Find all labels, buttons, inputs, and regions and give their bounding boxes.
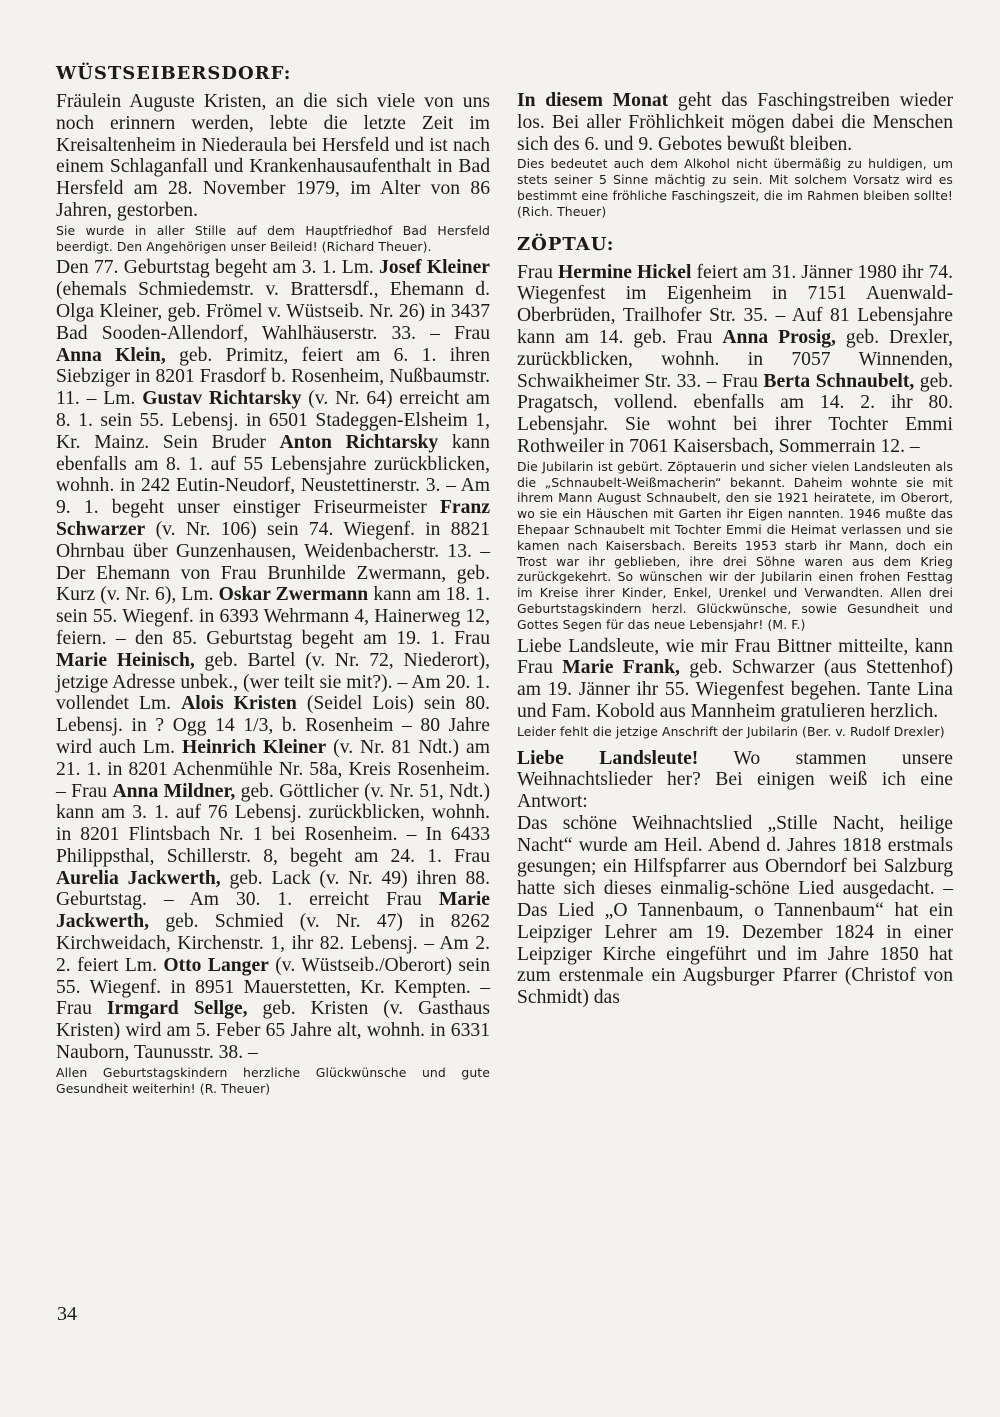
text-run: kann ebenfalls am 8. 1. auf 55 Lebensjahre zurückblicken, wohnh. in 242 Eutin-Neudorf, Neustettinerstr. 3. – Am 9. 1. begeht unser einstiger Friseurmeister [56,431,490,519]
text-run: (v. Nr. 81 Ndt.) am 21. 1. in 8201 Achenmühle Nr. 58a, Kreis Rosenheim. – Frau [56,736,490,802]
text-run: (v. Nr. 64) erreicht am 8. 1. sein 55. Lebensj. in 6501 Stadeggen-Elsheim 1, Kr. Mainz. Sein Bruder [56,388,490,453]
jubilarin-note: Die Jubilarin ist gebürt. Zöptauerin und sicher vielen Landsleuten als die „Schnaubelt-Weißmacherin“ bekannt. Daheim wohnte sie mit ihrem Mann August Schnaubelt, den sie 1921 heiratete, im Oberort, wo sie ein Häuschen mit Garten ihr Eigen nannten. 1946 mußte das Ehepaar Schnaubelt mit Tochter Emmi die Heimat verlassen und sie kamen nach Kaisersbach. Bereits 1953 starb ihr Mann, doch ein Trost war ihr geblieben, ihre drei Söhne waren aus dem Krieg zurückgekehrt. So wünschen wir der Jubilarin einen frohen Festtag im Kreise ihrer Kinder, Enkel, Urenkel und Verwandten. Allen drei Geburtstagskindern herzl. Glückwünsche, sowie Gesundheit und Gottes Segen für das neue Lebensjahr! (M. F.) [517,458,953,632]
text-run: geb. Göttlicher (v. Nr. 51, Ndt.) kann am 3. 1. auf 76 Lebensj. zurückblicken, wohnh. in 8201 Flintsbach Nr. 1 bei Rosenheim. – In 6433 Philippsthal, Schillerstr. 8, begeht am 24. 1. Frau [56,780,490,867]
address-missing-note: Leider fehlt die jetzige Anschrift der Jubilarin (Ber. v. Rudolf Drexler) [517,723,945,739]
text-run: feiert am 31. Jänner 1980 ihr 74. Wiegenfest im Eigenheim in 7151 Auenwald-Oberbrüden, Trailhofer Str. 35. – Auf 81 Lebensjahre kann am 14. geb. Frau [517,261,953,348]
text-run: geb. Bartel (v. Nr. 72, Niederort), jetzige Adresse unbek., (wer teilt sie mit?). – Am 20. 1. vollendet Lm. [56,649,490,715]
christmas-songs-paragraph: Das schöne Weihnachtslied „Stille Nacht, heilige Nacht“ wurde am Heil. Abend d. Jahres 1818 erstmals gesungen; ein Hilfspfarrer aus Oberndorf bei Salzburg hatte sich dieses einmalig-schöne Lied ausgedacht. – Das Lied „O Tannenbaum, o Tannenbaum“ hat ein Leipziger Lehrer am 19. Dezember 1824 in einer Leipziger Kirche eingeführt und im Jahre 1850 hat zum erstenmale ein Augsburger Pfarrer (Christof von Schmidt) das [517,812,953,1009]
bold-name: Josef Kleiner [379,257,490,279]
text-run: geb. Schwarzer (aus Stettenhof) am 19. Jänner ihr 55. Wiegenfest begehen. Tante Lina und Fam. Kobold aus Mannheim gratulieren herzlich. [517,657,953,722]
text-run: Liebe Landsleute, wie mir Frau Bittner mitteilte, kann Frau [517,635,953,679]
bold-name: Anton Richtarsky [279,431,439,453]
obituary-paragraph: Fräulein Auguste Kristen, an die sich viele von uns noch erinnern werden, lebte die letzte Zeit im Kreisaltenheim in Niederaula bei Hersfeld und ist nach einem Schlaganfall und Krankenhausaufenthalt in Bad Hersfeld am 28. November 1979, im Alter von 86 Jahren, gestorben. [56,91,490,221]
text-run: (ehemals Schmiedemstr. v. Brattersdf., Ehemann d. Olga Kleiner, geb. Frömel v. Wüstseib. Nr. 26) in 3437 Bad Sooden-Allendorf, Wahlhäuserstr. 33. – Frau [56,279,490,344]
birthdays-note: Allen Geburtstagskindern herzliche Glückwünsche und gute Gesundheit weiterhin! (R. Theuer) [56,1064,490,1096]
bold-name: Anna Prosig, [722,326,836,348]
bold-name: Anna Mildner, [112,780,236,802]
page-number: 34 [57,1303,77,1325]
bold-name: Heinrich Kleiner [182,736,327,758]
bold-name: Marie Jackwerth, [56,889,490,933]
text-run: geb. Kristen (v. Gasthaus Kristen) wird am 5. Feber 65 Jahre alt, wohnh. in 6331 Nauborn, Taunusstr. 38. – [56,998,490,1064]
text-run: kann am 18. 1. sein 55. Wiegenf. in 6393 Wehrmann 4, Hainerweg 12, feiern. – den 85. Geburtstag begeht am 19. 1. Frau [56,584,490,649]
text-run: geht das Faschingstreiben wieder los. Bei aller Fröhlichkeit mögen dabei die Menschen sich des 6. und 9. Gebotes bewußt bleiben. [517,90,954,155]
bold-name: Gustav Richtarsky [142,388,302,410]
carnival-note: Dies bedeutet auch dem Alkohol nicht übermäßig zu huldigen, um stets seiner 5 Sinne mächtig zu sein. Mit solchem Vorsatz wird es bestimmt eine fröhliche Faschingszeit, die im Rahmen bleiben sollte! (Rich. Theuer) [517,156,953,219]
text-run: geb. Schmied (v. Nr. 47) in 8262 Kirchweidach, Kirchenstr. 1, ihr 82. Lebensj. – Am 2. 2. feiert Lm. [56,911,490,976]
bold-name: Liebe Landsleute! [517,747,699,769]
bold-name: Oskar Zwermann [218,584,369,606]
bold-name: Marie Frank, [562,657,680,679]
bold-name: Hermine Hickel [557,261,692,283]
birthdays-paragraph [56,257,490,1063]
obituary-note: Sie wurde in aller Stille auf dem Hauptfriedhof Bad Hersfeld beerdigt. Den Angehörigen unser Beileid! (Richard Theuer). [56,222,490,254]
zoeptau-birthdays-paragraph [517,262,953,458]
text-run: (Seidel Lois) sein 80. Lebensj. in ? Ogg 14 1/3, b. Rosenheim – 80 Jahre wird auch Lm. [56,693,490,758]
bold-name: Aurelia Jackwerth, [56,867,221,889]
section-heading-wuestseibersdorf: WÜSTSEIBERSDORF: [56,63,292,84]
section-heading-zoeptau: ZÖPTAU: [517,233,615,255]
right-column [517,90,953,1009]
bold-name: Anna Klein, [56,344,166,366]
text-run: Frau [517,261,558,283]
text-run: (v. Nr. 106) sein 74. Wiegenf. in 8821 Ohrnbau über Gunzenhausen, Weidenbacherstr. 13. – Der Ehemann von Frau Brunhilde Zwermann, geb. Kurz (v. Nr. 6), Lm. [56,518,490,606]
text-run: Den 77. Geburtstag begeht am 3. 1. Lm. [56,257,380,279]
bold-name: Alois Kristen [181,693,297,715]
text-run: geb. Lack (v. Nr. 49) ihren 88. Geburtstag. – Am 30. 1. erreicht Frau [56,867,490,911]
text-run: geb. Pragatsch, vollend. ebenfalls am 14. 2. ihr 80. Lebensjahr. Sie wohnt bei ihrer Tochter Emmi Rothweiler in 7061 Kaisersbach, Sommerrain 12. – [517,370,953,457]
marie-frank-paragraph [517,636,953,723]
bold-name: In diesem Monat [517,90,669,111]
bold-name: Franz Schwarzer [56,497,490,540]
bold-name: Irmgard Sellge, [106,998,248,1020]
text-run: Wo stammen unsere Weihnachtslieder her? Bei einigen weiß ich eine Antwort: [517,747,953,813]
christmas-songs-intro [517,748,953,813]
carnival-paragraph [517,90,953,155]
text-run: geb. Drexler, zurückblicken, wohnh. in 7057 Winnenden, Schwaikheimer Str. 33. – Frau [517,326,954,392]
left-column [56,62,490,1099]
text-run: geb. Primitz, feiert am 6. 1. ihren Siebziger in 8201 Frasdorf b. Rosenheim, Nußbaumstr. 11. – Lm. [56,344,490,410]
text-run: (v. Wüstseib./Oberort) sein 55. Wiegenf. in 8951 Mauerstetten, Kr. Kempten. – Frau [56,954,490,1020]
bold-name: Otto Langer [163,954,269,976]
bold-name: Berta Schnaubelt, [763,370,915,392]
bold-name: Marie Heinisch, [56,649,195,671]
